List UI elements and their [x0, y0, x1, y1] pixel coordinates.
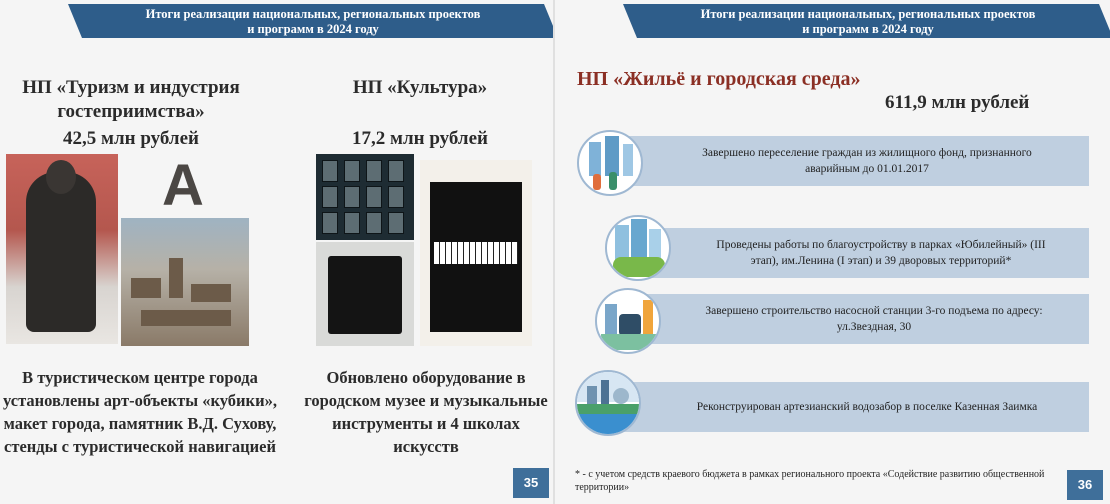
list-item-text: Завершено строительство насосной станции 3-го подъема по адресу: ул.Звездная, 30 — [705, 305, 1043, 333]
housing-amount: 611,9 млн рублей — [885, 92, 1030, 113]
sukhov-monument-photo — [6, 154, 118, 344]
accordion-photo — [316, 242, 414, 346]
banner-line-2: и программ в 2024 году — [802, 22, 934, 36]
art-object-letter-a-photo: A — [162, 158, 204, 216]
park-improvement-icon — [605, 215, 671, 281]
list-item — [615, 382, 1089, 432]
list-item — [629, 294, 1089, 344]
culture-title: НП «Культура» — [352, 77, 488, 98]
list-item — [643, 228, 1089, 278]
list-item — [615, 136, 1089, 186]
culture-amount: 17,2 млн рублей — [352, 128, 488, 149]
piano-photo — [420, 160, 532, 346]
museum-tablets-photo — [316, 154, 414, 240]
tourism-title: НП «Туризм и индустрия гостеприимства» — [22, 77, 240, 122]
pump-station-icon — [595, 288, 661, 354]
footnote: * - с учетом средств краевого бюджета в рамках регионального проекта «Содействие развитию общественной территории» — [575, 469, 1045, 493]
housing-title: НП «Жильё и городская среда» — [577, 68, 861, 90]
slide-35 — [0, 0, 553, 504]
page-number: 35 — [513, 468, 549, 498]
relocation-icon — [577, 130, 643, 196]
water-intake-icon — [575, 370, 641, 436]
page-number: 36 — [1067, 470, 1103, 500]
list-item-text: Завершено переселение граждан из жилищного фонд, признанного аварийным до 01.01.2017 — [702, 147, 1032, 175]
banner-line-1: Итоги реализации национальных, региональных проектов — [145, 7, 481, 21]
list-item-text: Реконструирован артезианский водозабор в поселке Казенная Заимка — [696, 401, 1038, 413]
slide-banner — [637, 4, 1099, 38]
banner-line-1: Итоги реализации национальных, региональных проектов — [700, 7, 1036, 21]
tourism-amount: 42,5 млн рублей — [63, 128, 199, 149]
slide-banner — [82, 4, 544, 38]
list-item-text: Проведены работы по благоустройству в парках «Юбилейный» (III этап), им.Ленина (I этап) и 39 дворовых территорий* — [716, 239, 1046, 267]
tourism-description: В туристическом центре города установлены арт-объекты «кубики», макет города, памятник В.Д. Сухову, стенды с туристической навигацией — [3, 368, 277, 456]
slide-36 — [555, 0, 1110, 504]
banner-line-2: и программ в 2024 году — [247, 22, 379, 36]
culture-description: Обновлено оборудование в городском музее и музыкальные инструменты и 4 школах искусств — [304, 368, 548, 456]
city-model-photo — [121, 218, 249, 346]
